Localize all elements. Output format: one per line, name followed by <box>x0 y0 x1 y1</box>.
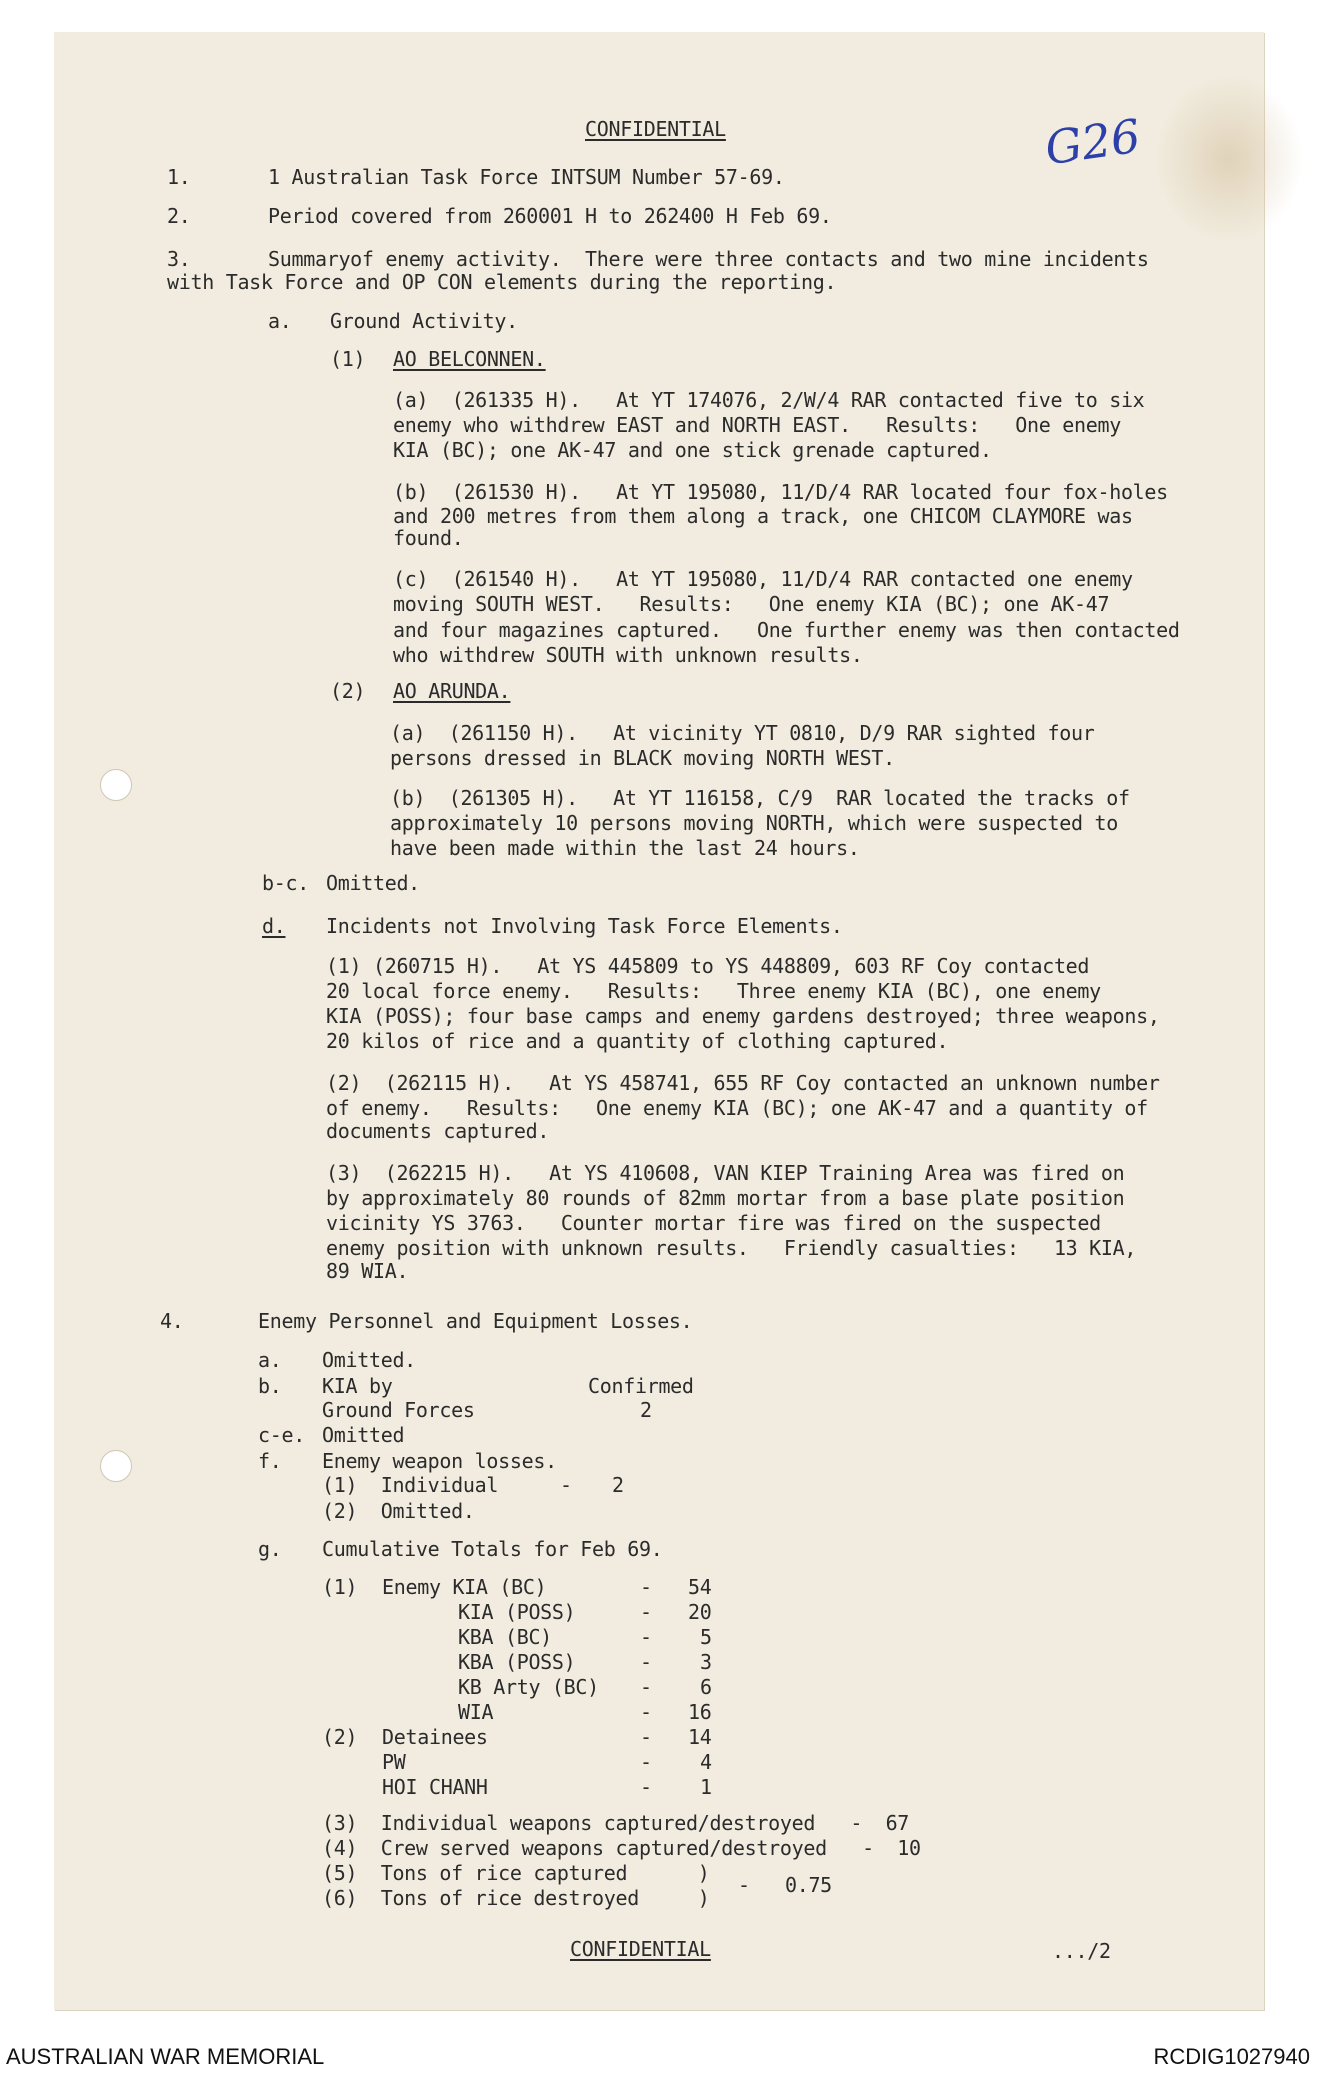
para-3-text: Summaryof enemy activity. There were three contacts and two mine incidents <box>268 247 1149 271</box>
totals-dash: - <box>640 1600 652 1624</box>
totals-dash: - <box>640 1575 652 1599</box>
totals-weapons-individual: (3) Individual weapons captured/destroyed - 67 <box>322 1811 910 1835</box>
para-1-text: 1 Australian Task Force INTSUM Number 57-69. <box>268 165 785 189</box>
totals-rice-value: - 0.75 <box>738 1873 832 1897</box>
sub-label: f. <box>258 1449 282 1473</box>
sub-text: KIA by <box>322 1374 393 1398</box>
entry-line: enemy who withdrew EAST and NORTH EAST. Results: One enemy <box>393 413 1121 437</box>
entry-line: by approximately 80 rounds of 82mm mortar from a base plate position <box>326 1186 1125 1210</box>
entry-line: 20 kilos of rice and a quantity of clothing captured. <box>326 1029 949 1053</box>
totals-label: KBA (POSS) <box>458 1650 576 1674</box>
entry-line: (a) (261335 H). At YT 174076, 2/W/4 RAR contacted five to six <box>393 388 1145 412</box>
para-3-text: with Task Force and OP CON elements during the reporting. <box>167 270 837 294</box>
totals-label: PW <box>382 1750 406 1774</box>
totals-weapons-crew: (4) Crew served weapons captured/destroyed - 10 <box>322 1836 921 1860</box>
ground-forces-value: 2 <box>640 1398 652 1422</box>
para-2-number: 2. <box>167 204 191 228</box>
para-4-number: 4. <box>160 1309 184 1333</box>
weapon-loss-individual: (1) Individual <box>322 1473 499 1497</box>
totals-dash: - <box>640 1725 652 1749</box>
totals-label: Detainees <box>382 1725 488 1749</box>
totals-value: 20 <box>688 1600 712 1624</box>
totals-dash: - <box>640 1675 652 1699</box>
totals-label: WIA <box>458 1700 494 1724</box>
totals-label: Enemy KIA (BC) <box>382 1575 547 1599</box>
sub-text: Omitted <box>322 1423 405 1447</box>
entry-line: and 200 metres from them along a track, one CHICOM CLAYMORE was <box>393 504 1133 528</box>
totals-value: 14 <box>688 1725 712 1749</box>
totals-label: KB Arty (BC) <box>458 1675 599 1699</box>
entry-line: found. <box>393 526 464 550</box>
sub-text: Enemy weapon losses. <box>322 1449 557 1473</box>
totals-label: HOI CHANH <box>382 1775 488 1799</box>
entry-line: enemy position with unknown results. Friendly casualties: 13 KIA, <box>326 1236 1137 1260</box>
sub-a-heading: Ground Activity. <box>330 309 518 333</box>
totals-value: 16 <box>688 1700 712 1724</box>
totals-rice-captured: (5) Tons of rice captured ) <box>322 1861 710 1885</box>
entry-line: vicinity YS 3763. Counter mortar fire was fired on the suspected <box>326 1211 1101 1235</box>
weapon-loss-omitted: (2) Omitted. <box>322 1499 475 1523</box>
totals-rice-destroyed: (6) Tons of rice destroyed ) <box>322 1886 710 1910</box>
punch-hole-lower <box>100 1450 132 1482</box>
entry-line: (1) (260715 H). At YS 445809 to YS 448809, 603 RF Coy contacted <box>326 954 1090 978</box>
entry-line: (3) (262215 H). At YS 410608, VAN KIEP Training Area was fired on <box>326 1161 1125 1185</box>
entry-line: of enemy. Results: One enemy KIA (BC); one AK-47 and a quantity of <box>326 1096 1148 1120</box>
entry-line: (2) (262115 H). At YS 458741, 655 RF Coy contacted an unknown number <box>326 1071 1160 1095</box>
sub-a-label: a. <box>268 309 292 333</box>
entry-line: persons dressed in BLACK moving NORTH WEST. <box>390 746 895 770</box>
totals-dash: - <box>640 1650 652 1674</box>
totals-value: 5 <box>700 1625 712 1649</box>
totals-value: 6 <box>700 1675 712 1699</box>
entry-line: have been made within the last 24 hours. <box>390 836 860 860</box>
entry-line: documents captured. <box>326 1119 550 1143</box>
entry-line: 20 local force enemy. Results: Three enemy KIA (BC), one enemy <box>326 979 1101 1003</box>
entry-line: KIA (POSS); four base camps and enemy gardens destroyed; three weapons, <box>326 1004 1160 1028</box>
page-continuation: .../2 <box>1052 1939 1111 1963</box>
entry-line: 89 WIA. <box>326 1259 409 1283</box>
entry-line: (b) (261530 H). At YT 195080, 11/D/4 RAR located four fox-holes <box>393 480 1168 504</box>
entry-line: who withdrew SOUTH with unknown results. <box>393 643 863 667</box>
sub-bc-text: Omitted. <box>326 871 420 895</box>
totals-dash: - <box>640 1775 652 1799</box>
fingerprint-stain <box>1154 74 1304 244</box>
totals-value: 54 <box>688 1575 712 1599</box>
para-3-number: 3. <box>167 247 191 271</box>
totals-dash: - <box>640 1625 652 1649</box>
totals-value: 1 <box>700 1775 712 1799</box>
punch-hole-upper <box>100 769 132 801</box>
entry-line: (b) (261305 H). At YT 116158, C/9 RAR located the tracks of <box>390 786 1130 810</box>
para-4-heading: Enemy Personnel and Equipment Losses. <box>258 1309 693 1333</box>
totals-group-number: (1) <box>322 1575 358 1599</box>
totals-value: 3 <box>700 1650 712 1674</box>
ground-forces-label: Ground Forces <box>322 1398 475 1422</box>
ao-belconnen-title: AO BELCONNEN. <box>393 347 546 371</box>
classification-footer: CONFIDENTIAL <box>570 1937 711 1961</box>
entry-line: moving SOUTH WEST. Results: One enemy KIA (BC); one AK-47 <box>393 592 1110 616</box>
para-1-number: 1. <box>167 165 191 189</box>
sub-text: Omitted. <box>322 1348 416 1372</box>
ao-belconnen-number: (1) <box>330 347 366 371</box>
sub-d-label: d. <box>262 914 286 938</box>
totals-label: KIA (POSS) <box>458 1600 576 1624</box>
totals-label: KBA (BC) <box>458 1625 552 1649</box>
entry-line: and four magazines captured. One further enemy was then contacted <box>393 618 1180 642</box>
sub-bc-label: b-c. <box>262 871 309 895</box>
classification-header: CONFIDENTIAL <box>585 117 726 141</box>
archive-credit: AUSTRALIAN WAR MEMORIAL <box>6 2044 325 2069</box>
record-id: RCDIG1027940 <box>1153 2044 1310 2069</box>
weapon-loss-value: 2 <box>612 1473 624 1497</box>
totals-dash: - <box>640 1750 652 1774</box>
sub-d-heading: Incidents not Involving Task Force Elements. <box>326 914 843 938</box>
totals-value: 4 <box>700 1750 712 1774</box>
entry-line: (c) (261540 H). At YT 195080, 11/D/4 RAR contacted one enemy <box>393 567 1133 591</box>
sub-text: Cumulative Totals for Feb 69. <box>322 1537 663 1561</box>
entry-line: (a) (261150 H). At vicinity YT 0810, D/9 RAR sighted four <box>390 721 1095 745</box>
sub-label: b. <box>258 1374 282 1398</box>
weapon-loss-dash: - <box>560 1473 572 1497</box>
entry-line: approximately 10 persons moving NORTH, which were suspected to <box>390 811 1118 835</box>
ao-arunda-title: AO ARUNDA. <box>393 679 511 703</box>
sub-label: a. <box>258 1348 282 1372</box>
sub-label: g. <box>258 1537 282 1561</box>
entry-line: KIA (BC); one AK-47 and one stick grenade captured. <box>393 438 992 462</box>
confirmed-header: Confirmed <box>588 1374 694 1398</box>
totals-group-number: (2) <box>322 1725 358 1749</box>
totals-dash: - <box>640 1700 652 1724</box>
ao-arunda-number: (2) <box>330 679 366 703</box>
handwritten-reference: G26 <box>1041 108 1144 176</box>
para-2-text: Period covered from 260001 H to 262400 H Feb 69. <box>268 204 832 228</box>
sub-label: c-e. <box>258 1423 305 1447</box>
